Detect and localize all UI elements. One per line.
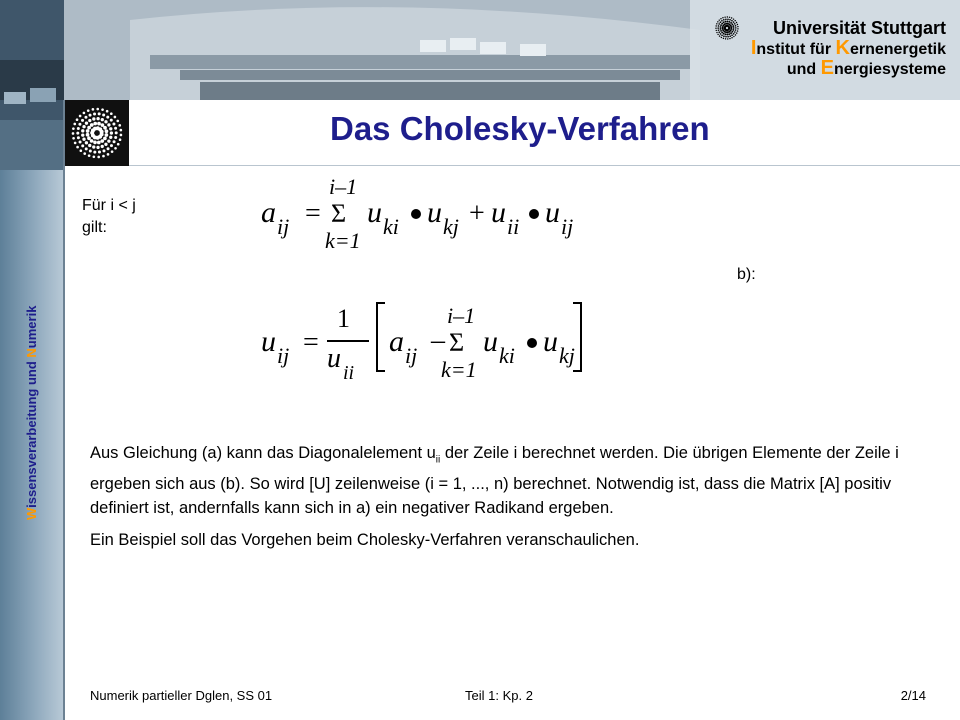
- body-text: [90, 441, 930, 560]
- caption-initial-w: W: [24, 507, 39, 520]
- caption-part1: issensverarbeitung und: [24, 357, 39, 508]
- f1-sum-bottom: k=1: [325, 228, 361, 253]
- institute-initial-i: I: [750, 37, 757, 59]
- f2-t1-sub: ki: [499, 343, 515, 368]
- f2-t2: u: [543, 325, 558, 358]
- institute-text-1a: nstitut für: [756, 41, 836, 58]
- f1-t1-sub: ki: [383, 214, 399, 239]
- title-underline: [129, 165, 960, 166]
- f1-sum-top: i–1: [329, 174, 358, 199]
- small-university-logo-icon: [713, 14, 741, 42]
- f1-t3: u: [491, 196, 506, 229]
- slide-title: Das Cholesky-Verfahren: [330, 110, 710, 147]
- paragraph-1-part-b: der Zeile i berechnet werden. Die übrigen Elemente der Zeile i ergeben sich aus (b). So wird [U] zeilenweise (i = 1, ..., n) berechnet. Notwendig ist, dass die Matrix [A] positiv definiert ist, andernfalls kann sich in a) ein negativer Radikand ergeben.: [90, 444, 899, 518]
- f1-t4-sub: ij: [561, 214, 574, 239]
- sidebar-divider: [63, 100, 65, 720]
- paragraph-1-part-a: Aus Gleichung (a) kann das Diagonalelement u: [90, 444, 436, 462]
- f1-t2-sub: kj: [443, 214, 459, 239]
- f2-lhs-sub: ij: [277, 343, 290, 368]
- f2-denominator: u: [327, 343, 341, 374]
- f1-t4: u: [545, 196, 560, 229]
- institute-line-2: [751, 59, 946, 79]
- paragraph-2: Ein Beispiel soll das Vorgehen beim Cholesky-Verfahren veranschaulichen.: [90, 531, 640, 550]
- f1-t2: u: [427, 196, 442, 229]
- university-seal-icon: [65, 100, 129, 166]
- f1-equals: =: [305, 198, 321, 229]
- condition-line-1: Für i < j: [82, 197, 136, 214]
- footer-left: Numerik partieller Dglen, SS 01: [90, 688, 273, 703]
- f2-equals: =: [303, 327, 319, 358]
- f2-a: a: [389, 325, 404, 358]
- institute-text-2b: nergiesysteme: [833, 61, 946, 78]
- f2-denominator-sub: ii: [343, 362, 355, 384]
- institute-text-1b: ernenergetik: [849, 41, 946, 58]
- university-header: [751, 18, 946, 79]
- f2-sum-bottom: k=1: [441, 357, 477, 382]
- f1-t1: u: [367, 196, 382, 229]
- caption-initial-n: N: [24, 348, 39, 358]
- f2-t1: u: [483, 325, 498, 358]
- formula-b: [255, 285, 595, 385]
- f2-minus: –: [431, 325, 445, 356]
- institute-initial-k: K: [835, 37, 850, 59]
- institute-initial-e: E: [820, 57, 834, 79]
- f1-dot-1: [411, 209, 421, 219]
- f2-left-bracket: [377, 303, 385, 371]
- university-name: Universität Stuttgart: [772, 18, 946, 38]
- f2-a-sub: ij: [405, 343, 418, 368]
- paragraph-1: [90, 441, 930, 520]
- f2-lhs-u: u: [261, 325, 276, 358]
- institute-line-1: [751, 39, 946, 59]
- f2-dot: [527, 338, 537, 348]
- f1-dot-2: [529, 209, 539, 219]
- label-b: b):: [737, 266, 756, 283]
- formula-a: [255, 172, 585, 262]
- footer-right: 2/14: [900, 688, 926, 703]
- f1-lhs-a: a: [261, 196, 276, 229]
- f2-t2-sub: kj: [559, 343, 575, 368]
- f1-t3-sub: ii: [507, 214, 520, 239]
- f2-sum-symbol: Σ: [449, 328, 465, 357]
- sidebar-photo: [0, 0, 64, 170]
- university-logo: [65, 100, 129, 166]
- f2-numerator: 1: [337, 304, 350, 333]
- f2-sum-top: i–1: [447, 303, 476, 328]
- caption-part2: umerik: [24, 305, 39, 349]
- paragraph-1-subscript: ii: [435, 454, 441, 466]
- f1-plus: +: [469, 198, 485, 229]
- f1-lhs-sub: ij: [277, 214, 290, 239]
- footer-center: Teil 1: Kp. 2: [465, 688, 533, 703]
- institute-text-2a: und: [786, 61, 821, 78]
- condition-text: [82, 195, 136, 239]
- f1-sum-symbol: Σ: [331, 199, 347, 228]
- condition-line-2: gilt:: [82, 219, 107, 236]
